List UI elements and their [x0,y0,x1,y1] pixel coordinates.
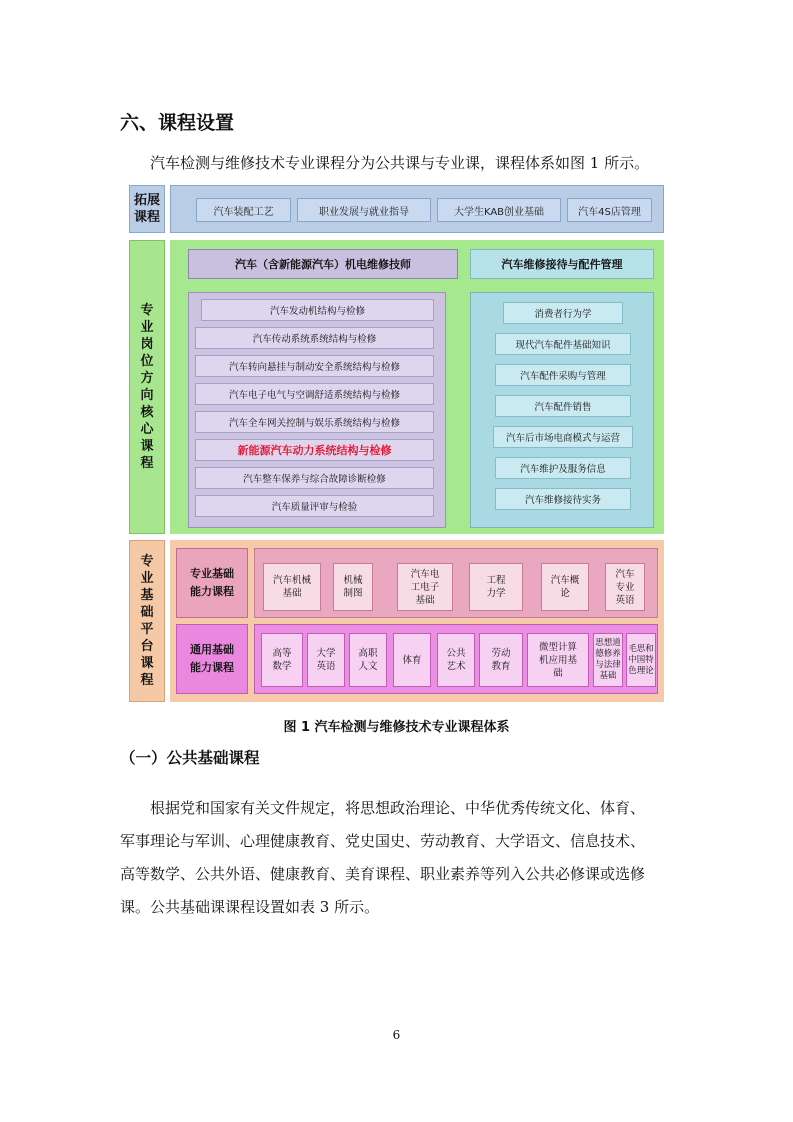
pro-course: 工程 力学 [469,563,523,611]
tuozhan-label: 拓展 课程 [129,185,165,233]
core-right-item: 消费者行为学 [503,302,623,324]
core-right-item: 汽车后市场电商模式与运营 [493,426,633,448]
tuozhan-item: 汽车装配工艺 [196,198,291,222]
tuozhan-item: 汽车4S店管理 [567,198,652,222]
body-line: 课。公共基础课课程设置如表 3 所示。 [120,898,380,916]
page-number: 6 [392,1028,401,1042]
core-right-item: 汽车配件采购与管理 [495,364,631,386]
core-right-item: 汽车配件销售 [495,395,631,417]
pro-foundation-row [254,548,658,618]
general-course: 大学 英语 [307,633,345,687]
general-course: 毛思和 中国特 色理论 [626,633,656,687]
general-course: 劳动 教育 [479,633,523,687]
body-line: 根据党和国家有关文件规定，将思想政治理论、中华优秀传统文化、体育、 [150,799,646,817]
core-left-item: 汽车发动机结构与检修 [201,299,434,321]
core-left-item: 汽车整车保养与综合故障诊断检修 [195,467,434,489]
general-course: 高等 数学 [261,633,303,687]
core-left-item: 汽车传动系统系统结构与检修 [195,327,434,349]
platform-panel [170,540,664,702]
platform-label: 专 业 基 础 平 台 课 程 [129,540,165,702]
core-left-item: 汽车电子电气与空调舒适系统结构与检修 [195,383,434,405]
core-left-item-highlight: 新能源汽车动力系统结构与检修 [195,439,434,461]
tuozhan-panel [170,185,664,233]
general-course: 思想道 德修养 与法律 基础 [593,633,623,687]
tuozhan-item: 职业发展与就业指导 [297,198,431,222]
pro-course: 汽车概 论 [541,563,589,611]
core-right-item: 现代汽车配件基础知识 [495,333,631,355]
general-course: 高职 人文 [349,633,387,687]
pro-course: 汽车 专业 英语 [605,563,645,611]
subsection-title: （一）公共基础课程 [120,749,260,767]
pro-course: 汽车机械 基础 [263,563,321,611]
core-label: 专 业 岗 位 方 向 核 心 课 程 [129,240,165,534]
general-course: 公共 艺术 [437,633,475,687]
core-right-item: 汽车维护及服务信息 [495,457,631,479]
general-course: 微型计算 机应用基 础 [527,633,589,687]
core-right-item: 汽车维修接待实务 [495,488,631,510]
core-right-heading: 汽车维修接待与配件管理 [470,249,654,279]
core-left-item: 汽车质量评审与检验 [195,495,434,517]
figure-caption: 图 1 汽车检测与维修技术专业课程体系 [283,720,510,735]
pro-foundation-heading: 专业基础 能力课程 [176,548,248,618]
core-right-list [470,292,654,528]
core-left-heading: 汽车（含新能源汽车）机电维修技师 [188,249,458,279]
pro-course: 机械 制图 [333,563,373,611]
core-panel [170,240,664,534]
core-left-list [188,292,446,528]
general-foundation-row [254,624,658,694]
section-title: 六、课程设置 [120,112,235,134]
core-left-item: 汽车转向悬挂与制动安全系统结构与检修 [195,355,434,377]
tuozhan-item: 大学生KAB创业基础 [437,198,561,222]
general-foundation-heading: 通用基础 能力课程 [176,624,248,694]
core-left-item: 汽车全车网关控制与娱乐系统结构与检修 [195,411,434,433]
general-course: 体育 [393,633,431,687]
body-line: 高等数学、公共外语、健康教育、美育课程、职业素养等列入公共必修课或选修 [120,865,646,883]
body-line: 军事理论与军训、心理健康教育、党史国史、劳动教育、大学语文、信息技术、 [120,832,646,850]
pro-course: 汽车电 工电子 基础 [397,563,453,611]
course-system-diagram [126,182,668,704]
intro-paragraph: 汽车检测与维修技术专业课程分为公共课与专业课，课程体系如图 1 所示。 [150,154,650,172]
